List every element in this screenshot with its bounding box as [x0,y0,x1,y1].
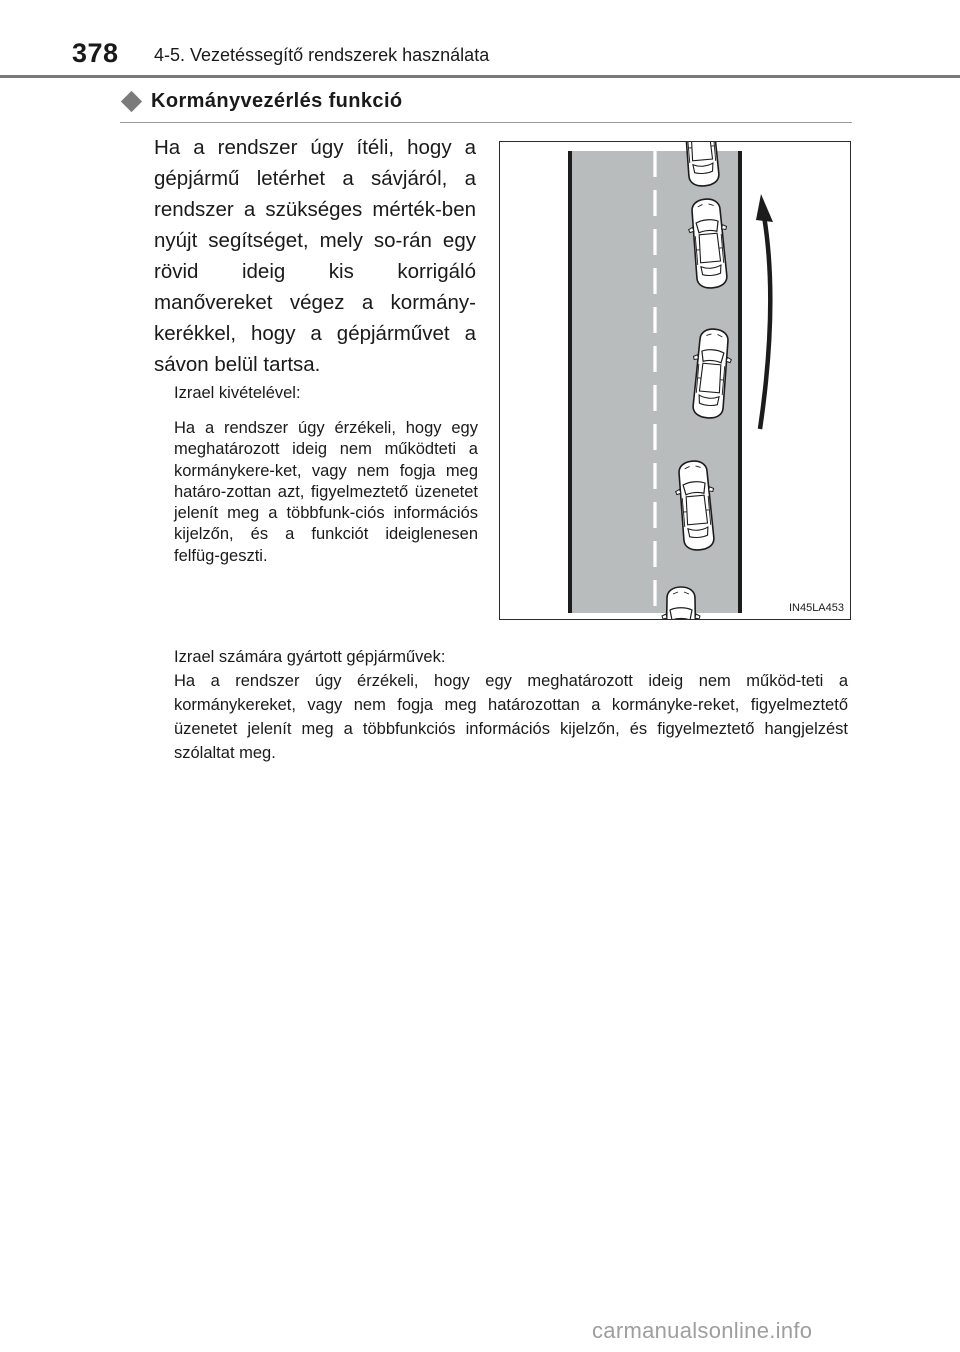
left-lane-edge [568,151,572,613]
right-lane-edge [738,151,742,613]
note-paragraph: Ha a rendszer úgy érzékeli, hogy egy meghatározott ideig nem működteti a kormánykere-ket, vagy nem fogja meg határo-zottan azt, figyelmeztető üzenetet jelenít meg a többfunk-ciós információs kijelzőn, és a funkciót ideiglenesen felfüg-geszti. [174,419,478,565]
page-number: 378 [72,38,119,68]
chapter-title: 4-5. Vezetéssegítő rendszerek használata [154,45,490,65]
heading-divider [120,122,852,123]
lane-diagram-svg [500,142,851,620]
figure-code: IN45LA453 [788,602,844,614]
israel-paragraph: Ha a rendszer úgy érzékeli, hogy egy meghatározott ideig nem működ-teti a kormánykereket, vagy nem fogja meg határozottan a kormányke-reket, figyelmeztető üzenetet jelenít meg a többfunkciós információs kijelzőn, és figyelmeztető hangjelzést szólaltat meg. [174,672,848,762]
watermark: carmanualsonline.info [592,1318,813,1343]
header-divider [0,75,960,78]
lane-assist-illustration [499,141,851,620]
diamond-bullet-icon [121,91,142,112]
arrow-head-icon [756,194,773,222]
israel-label: Izrael számára gyártott gépjárművek: [174,648,446,666]
intro-paragraph: Ha a rendszer úgy ítéli, hogy a gépjármű letérhet a sávjáról, a rendszer a szükséges mérték-ben nyújt segítséget, mely so-rán egy rövid ideig kis korrigáló manővereket végez a kormány-kerékkel, hogy a gépjárművet a sávon belül tartsa. [154,136,476,376]
correction-arrow-shaft [760,216,770,429]
section-heading [120,90,852,113]
section-heading-text: Kormányvezérlés funkció [151,90,403,112]
note-label: Izrael kivételével: [174,384,301,402]
